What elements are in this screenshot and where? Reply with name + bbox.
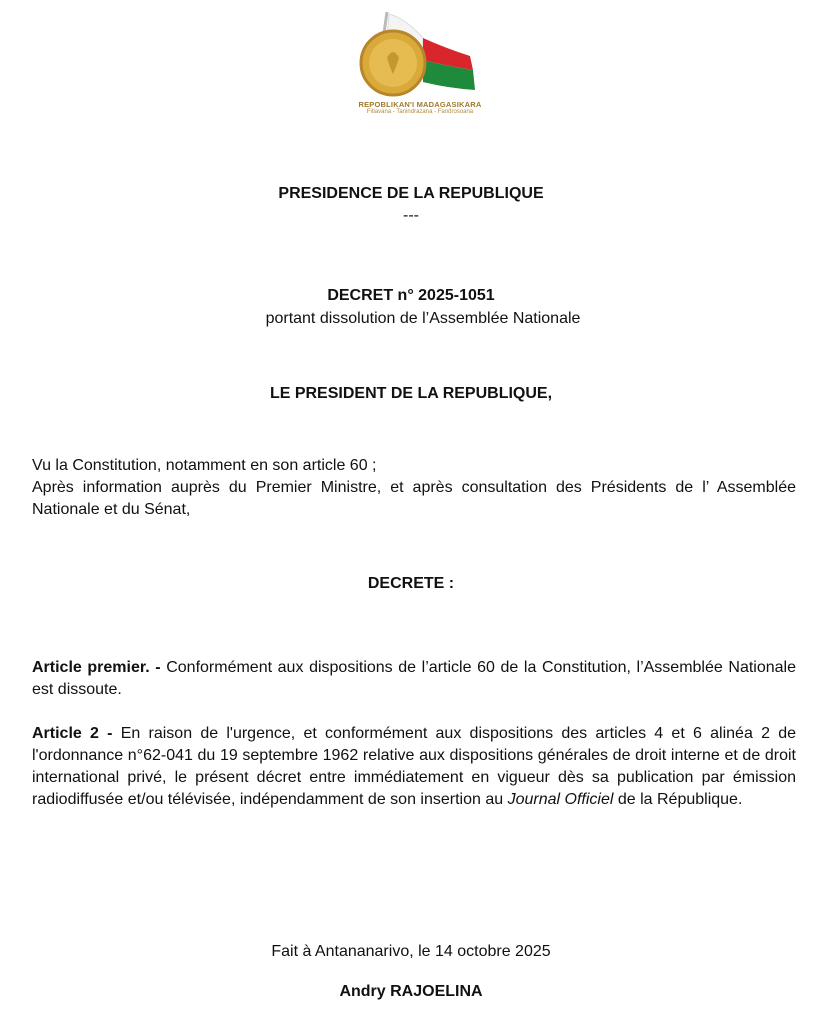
heading-separator: --- (403, 207, 419, 224)
article-1 (32, 657, 796, 701)
article-2 (32, 723, 796, 811)
logo-motto: Fitiavana - Tanindrazana - Fandrosoana (366, 109, 474, 115)
journal-officiel-text: Journal Officiel (507, 791, 614, 808)
article-2-tail: de la République. (613, 791, 743, 808)
institution-heading: PRESIDENCE DE LA REPUBLIQUE (278, 185, 544, 202)
article-1-text: Conformément aux dispositions de l’article 60 de la Constitution, l’Assemblée Nationale est dissoute. (32, 659, 796, 698)
article-1-label: Article premier. - (32, 659, 161, 676)
decrete-heading: DECRETE : (367, 575, 455, 592)
preamble-title: LE PRESIDENT DE LA REPUBLIQUE, (269, 385, 553, 402)
seal-and-flag-icon (335, 8, 505, 100)
decree-number: DECRET n° 2025-1051 (327, 287, 495, 304)
visa-constitution: Vu la Constitution, notamment en son article 60 ; (32, 457, 377, 474)
signatory-name: Andry RAJOELINA (339, 983, 483, 1000)
decree-subject: portant dissolution de l’Assemblée Nationale (265, 310, 581, 327)
article-2-text: En raison de l'urgence, et conformément aux dispositions des articles 4 et 6 alinéa 2 de l'ordonnance n°62-041 du 19 septembre 1962 relative aux dispositions générales de droit interne et de droit international privé, le présent décret entre immédiatement en vigueur dès sa publication par émission radiodiffusée et/ou télévisée, indépendamment de son insertion au (32, 725, 796, 808)
article-2-label: Article 2 - (32, 725, 113, 742)
logo-title: REPOBLIKAN'I MADAGASIKARA (358, 100, 482, 109)
visas-block (32, 455, 796, 521)
republic-emblem-logo (335, 8, 505, 118)
place-date: Fait à Antananarivo, le 14 octobre 2025 (271, 943, 551, 960)
visa-consultation: Après information auprès du Premier Ministre, et après consultation des Présidents de l’ Assemblée Nationale et du Sénat, (32, 479, 796, 518)
